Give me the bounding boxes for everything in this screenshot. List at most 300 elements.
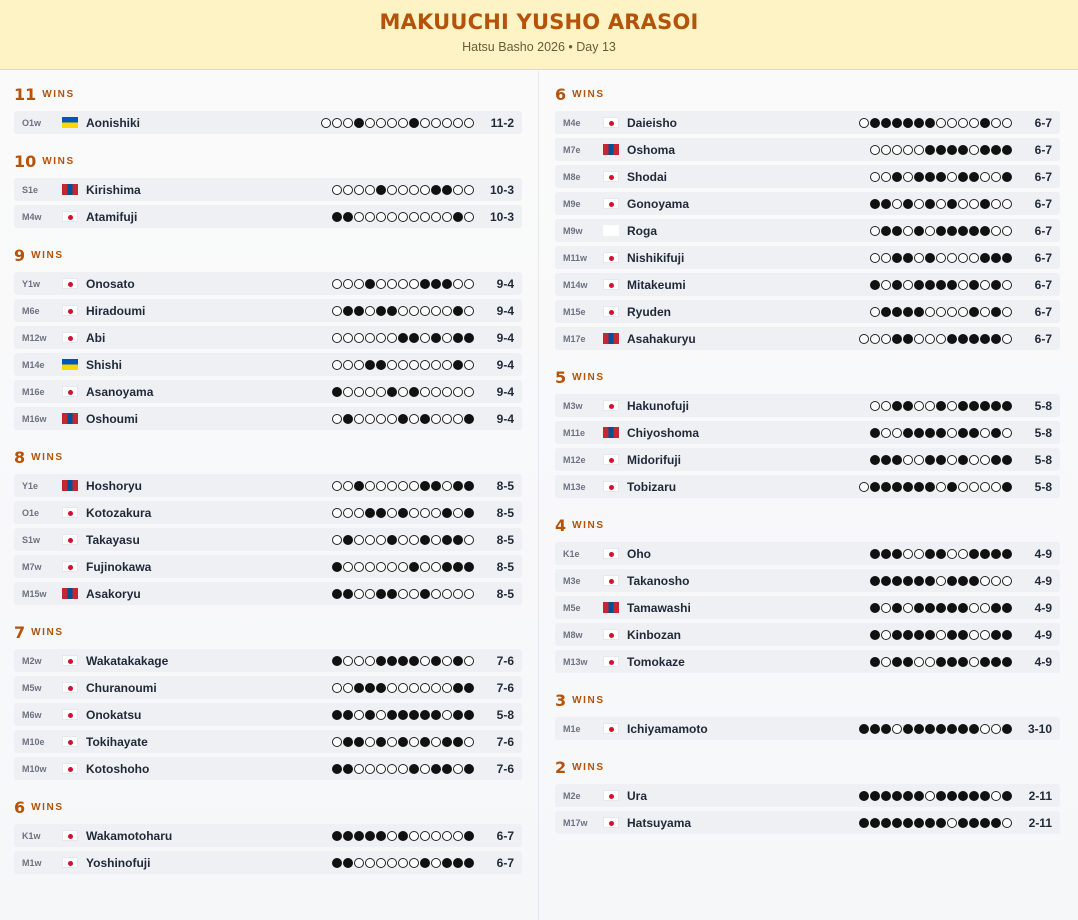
wins-group-title [555,754,1060,780]
loss-dot-icon [453,508,463,518]
record-label: 6-7 [496,855,514,870]
rikishi-name[interactable]: Ryuden [627,304,672,319]
record-label: 10-3 [489,182,514,197]
rikishi-row[interactable] [14,474,522,497]
wins-group-title [555,364,1060,390]
win-dot-icon [903,401,913,411]
rikishi-row[interactable] [555,394,1060,417]
rikishi-row[interactable] [14,111,522,134]
rikishi-row[interactable] [14,178,522,201]
rikishi-name[interactable]: Ura [627,788,648,803]
loss-dot-icon [376,212,386,222]
win-dot-icon [991,603,1001,613]
loss-dot-icon [409,212,419,222]
loss-dot-icon [376,710,386,720]
rikishi-name[interactable]: Kotoshoho [86,761,150,776]
win-dot-icon [870,724,880,734]
win-dot-icon [925,118,935,128]
rikishi-row[interactable] [555,596,1060,619]
win-dot-icon [914,603,924,613]
record-label: 6-7 [1034,169,1052,184]
win-dot-icon [991,549,1001,559]
win-dot-icon [453,535,463,545]
win-dot-icon [881,791,891,801]
rank-label: Y1e [22,480,39,491]
win-dot-icon [354,481,364,491]
win-dot-icon [442,535,452,545]
rank-label: M4w [22,211,42,222]
wins-group-title [14,444,522,470]
rank-label: K1w [22,830,41,841]
win-dot-icon [914,630,924,640]
rikishi-name[interactable]: Hatsuyama [627,815,692,830]
rikishi-name[interactable]: Atamifuji [86,209,138,224]
rikishi-name[interactable]: Oho [627,546,651,561]
win-dot-icon [376,683,386,693]
win-dot-icon [387,535,397,545]
rikishi-name[interactable]: Roga [627,223,657,238]
record-label: 6-7 [1034,115,1052,130]
rikishi-row[interactable] [555,111,1060,134]
win-dot-icon [1002,791,1012,801]
rikishi-row[interactable] [14,205,522,228]
win-dot-icon [859,818,869,828]
japan-flag-icon [62,655,78,666]
bout-results [870,280,1012,290]
bout-results [332,562,474,572]
japan-flag-icon [62,332,78,343]
loss-dot-icon [332,414,342,424]
win-dot-icon [969,401,979,411]
rikishi-name[interactable]: Tobizaru [627,479,677,494]
record-label: 9-4 [496,276,514,291]
loss-dot-icon [969,253,979,263]
rikishi-row[interactable] [555,219,1060,242]
loss-dot-icon [376,535,386,545]
loss-dot-icon [442,333,452,343]
rikishi-row[interactable] [14,380,522,403]
rikishi-name[interactable]: Onokatsu [86,707,142,722]
rikishi-name[interactable]: Ichiyamamoto [627,721,708,736]
rank-label: S1e [22,184,39,195]
rikishi-row[interactable] [14,299,522,322]
win-dot-icon [958,657,968,667]
rikishi-row[interactable] [14,272,522,295]
loss-dot-icon [464,656,474,666]
loss-dot-icon [936,576,946,586]
win-dot-icon [376,360,386,370]
loss-dot-icon [980,576,990,586]
rikishi-row[interactable] [14,851,522,874]
win-dot-icon [365,279,375,289]
win-dot-icon [442,185,452,195]
rikishi-name[interactable]: Fujinokawa [86,559,152,574]
loss-dot-icon [914,657,924,667]
record-label: 6-7 [1034,223,1052,238]
rikishi-row[interactable] [555,138,1060,161]
win-dot-icon [398,831,408,841]
rikishi-row[interactable] [555,165,1060,188]
loss-dot-icon [332,535,342,545]
loss-dot-icon [409,508,419,518]
wins-label: WINS [31,801,64,813]
loss-dot-icon [958,482,968,492]
win-dot-icon [431,481,441,491]
win-dot-icon [398,737,408,747]
loss-dot-icon [354,279,364,289]
rank-label: M8w [563,629,583,640]
loss-dot-icon [354,562,364,572]
record-label: 6-7 [1034,331,1052,346]
rank-label: M5w [22,682,42,693]
win-dot-icon [892,226,902,236]
win-dot-icon [914,226,924,236]
loss-dot-icon [969,118,979,128]
mongolia-flag-icon [603,333,619,344]
record-label: 8-5 [496,532,514,547]
win-dot-icon [464,481,474,491]
loss-dot-icon [914,199,924,209]
loss-dot-icon [420,333,430,343]
loss-dot-icon [343,279,353,289]
win-dot-icon [991,657,1001,667]
bout-results [859,482,1012,492]
rikishi-name[interactable]: Tamawashi [627,600,691,615]
loss-dot-icon [914,401,924,411]
rikishi-name[interactable]: Shishi [86,357,123,372]
win-dot-icon [431,656,441,666]
win-dot-icon [936,724,946,734]
rikishi-row[interactable] [14,407,522,430]
win-dot-icon [903,657,913,667]
loss-dot-icon [947,549,957,559]
loss-dot-icon [464,185,474,195]
loss-dot-icon [442,387,452,397]
rikishi-row[interactable] [555,623,1060,646]
win-dot-icon [947,791,957,801]
rank-label: O1e [22,507,40,518]
rank-label: S1w [22,534,41,545]
record-label: 2-11 [1028,815,1052,830]
loss-dot-icon [442,589,452,599]
rikishi-row[interactable] [555,246,1060,269]
rikishi-name[interactable]: Yoshinofuji [86,855,151,870]
rikishi-row[interactable] [14,757,522,780]
rikishi-name[interactable]: Hoshoryu [86,478,143,493]
rikishi-row[interactable] [555,542,1060,565]
win-dot-icon [343,831,353,841]
loss-dot-icon [464,360,474,370]
win-dot-icon [925,603,935,613]
rikishi-row[interactable] [14,528,522,551]
rikishi-row[interactable] [14,501,522,524]
loss-dot-icon [958,549,968,559]
win-dot-icon [870,455,880,465]
japan-flag-icon [62,211,78,222]
loss-dot-icon [431,683,441,693]
win-dot-icon [980,226,990,236]
win-dot-icon [1002,724,1012,734]
rikishi-name[interactable]: Kotozakura [86,505,152,520]
loss-dot-icon [420,387,430,397]
loss-dot-icon [398,535,408,545]
japan-flag-icon [603,279,619,290]
rikishi-name[interactable]: Kinbozan [627,627,681,642]
bout-results [870,307,1012,317]
win-dot-icon [936,401,946,411]
win-dot-icon [343,858,353,868]
loss-dot-icon [343,562,353,572]
rikishi-row[interactable] [14,703,522,726]
loss-dot-icon [420,764,430,774]
rikishi-row[interactable] [555,192,1060,215]
rikishi-name[interactable]: Tomokaze [627,654,685,669]
loss-dot-icon [859,482,869,492]
rikishi-name[interactable]: Kirishima [86,182,141,197]
rikishi-row[interactable] [14,326,522,349]
japan-flag-icon [62,763,78,774]
rikishi-row[interactable] [14,353,522,376]
win-dot-icon [892,549,902,559]
win-dot-icon [442,737,452,747]
wins-label: WINS [31,626,64,638]
loss-dot-icon [343,360,353,370]
rank-label: M3w [563,400,583,411]
rikishi-row[interactable] [555,569,1060,592]
loss-dot-icon [914,334,924,344]
loss-dot-icon [947,455,957,465]
loss-dot-icon [387,414,397,424]
rank-label: M15w [22,588,47,599]
loss-dot-icon [365,562,375,572]
rikishi-name[interactable]: Oshoma [627,142,676,157]
win-dot-icon [464,831,474,841]
rikishi-row[interactable] [555,811,1060,834]
rikishi-row[interactable] [14,730,522,753]
rikishi-name[interactable]: Hiradoumi [86,303,146,318]
rikishi-name[interactable]: Midorifuji [627,452,681,467]
rikishi-name[interactable]: Oshoumi [86,411,139,426]
win-dot-icon [958,791,968,801]
wins-group [555,512,1060,673]
loss-dot-icon [1002,226,1012,236]
win-dot-icon [980,549,990,559]
win-dot-icon [1002,401,1012,411]
loss-dot-icon [387,764,397,774]
loss-dot-icon [958,253,968,263]
loss-dot-icon [947,401,957,411]
win-dot-icon [387,710,397,720]
wins-group [555,81,1060,350]
rikishi-row[interactable] [555,448,1060,471]
rikishi-name[interactable]: Shodai [627,169,668,184]
win-dot-icon [969,334,979,344]
bout-results [870,199,1012,209]
record-label: 9-4 [496,330,514,345]
rikishi-name[interactable]: Hakunofuji [627,398,689,413]
rikishi-name[interactable]: Mitakeumi [627,277,686,292]
rikishi-name[interactable]: Gonoyama [627,196,690,211]
win-dot-icon [431,764,441,774]
rikishi-row[interactable] [555,273,1060,296]
loss-dot-icon [980,280,990,290]
loss-dot-icon [398,764,408,774]
rikishi-row[interactable] [555,327,1060,350]
win-dot-icon [365,360,375,370]
loss-dot-icon [464,589,474,599]
win-dot-icon [969,307,979,317]
win-dot-icon [936,145,946,155]
win-dot-icon [947,724,957,734]
loss-dot-icon [431,306,441,316]
rikishi-name[interactable]: Chiyoshoma [627,425,700,440]
loss-dot-icon [936,630,946,640]
win-dot-icon [354,831,364,841]
rikishi-name[interactable]: Onosato [86,276,135,291]
loss-dot-icon [464,306,474,316]
bout-results [332,656,474,666]
loss-dot-icon [881,428,891,438]
bout-results [870,145,1012,155]
win-dot-icon [980,818,990,828]
loss-dot-icon [376,118,386,128]
loss-dot-icon [398,562,408,572]
wins-count: 6 [555,84,567,104]
win-dot-icon [409,333,419,343]
loss-dot-icon [354,360,364,370]
loss-dot-icon [398,858,408,868]
loss-dot-icon [409,683,419,693]
rikishi-row[interactable] [555,300,1060,323]
rank-label: M14w [563,279,588,290]
rikishi-row[interactable] [14,676,522,699]
win-dot-icon [947,630,957,640]
loss-dot-icon [881,172,891,182]
loss-dot-icon [365,212,375,222]
win-dot-icon [376,185,386,195]
rikishi-name[interactable]: Asakoryu [86,586,141,601]
rikishi-name[interactable]: Churanoumi [86,680,157,695]
loss-dot-icon [332,508,342,518]
win-dot-icon [409,764,419,774]
rikishi-name[interactable]: Takanosho [627,573,690,588]
record-label: 3-10 [1027,721,1052,736]
loss-dot-icon [431,212,441,222]
rikishi-name[interactable]: Tokihayate [86,734,148,749]
rikishi-row[interactable] [14,582,522,605]
japan-flag-icon [603,198,619,209]
win-dot-icon [980,657,990,667]
rikishi-row[interactable] [14,824,522,847]
japan-flag-icon [603,171,619,182]
loss-dot-icon [431,535,441,545]
bout-results [332,481,474,491]
rikishi-name[interactable]: Takayasu [86,532,140,547]
loss-dot-icon [365,535,375,545]
rikishi-row[interactable] [555,717,1060,740]
loss-dot-icon [947,307,957,317]
rikishi-name[interactable]: Abi [86,330,106,345]
win-dot-icon [420,737,430,747]
win-dot-icon [1002,172,1012,182]
loss-dot-icon [409,185,419,195]
win-dot-icon [354,737,364,747]
win-dot-icon [343,306,353,316]
wins-count: 4 [555,515,567,535]
win-dot-icon [881,226,891,236]
win-dot-icon [881,307,891,317]
win-dot-icon [453,360,463,370]
loss-dot-icon [376,858,386,868]
rikishi-row[interactable] [14,555,522,578]
loss-dot-icon [409,360,419,370]
record-label: 9-4 [496,303,514,318]
win-dot-icon [925,576,935,586]
loss-dot-icon [321,118,331,128]
rikishi-name[interactable]: Asahakuryu [627,331,696,346]
rikishi-row[interactable] [555,475,1060,498]
rikishi-name[interactable]: Wakamotoharu [86,828,173,843]
rank-label: M12w [22,332,47,343]
win-dot-icon [343,589,353,599]
loss-dot-icon [925,401,935,411]
rank-label: M15e [563,306,586,317]
loss-dot-icon [420,508,430,518]
rank-label: M2w [22,655,42,666]
rikishi-row[interactable] [555,784,1060,807]
loss-dot-icon [980,482,990,492]
win-dot-icon [365,831,375,841]
rikishi-name[interactable]: Asanoyama [86,384,154,399]
loss-dot-icon [1002,307,1012,317]
loss-dot-icon [398,306,408,316]
rank-label: M10w [22,763,47,774]
loss-dot-icon [409,306,419,316]
loss-dot-icon [398,589,408,599]
win-dot-icon [947,576,957,586]
japan-flag-icon [603,723,619,734]
rikishi-name[interactable]: Nishikifuji [627,250,685,265]
rikishi-row[interactable] [555,650,1060,673]
rikishi-row[interactable] [555,421,1060,444]
loss-dot-icon [387,562,397,572]
win-dot-icon [947,603,957,613]
record-label: 8-5 [496,478,514,493]
loss-dot-icon [420,831,430,841]
win-dot-icon [903,334,913,344]
loss-dot-icon [431,831,441,841]
win-dot-icon [881,549,891,559]
win-dot-icon [420,279,430,289]
win-dot-icon [376,737,386,747]
rikishi-name[interactable]: Daieisho [627,115,678,130]
win-dot-icon [958,576,968,586]
rikishi-row[interactable] [14,649,522,672]
rikishi-name[interactable]: Wakatakakage [86,653,169,668]
rank-label: M13e [563,481,586,492]
win-dot-icon [914,280,924,290]
loss-dot-icon [903,226,913,236]
win-dot-icon [870,657,880,667]
win-dot-icon [881,482,891,492]
win-dot-icon [892,576,902,586]
win-dot-icon [991,253,1001,263]
bout-results [332,831,474,841]
japan-flag-icon [62,386,78,397]
rikishi-name[interactable]: Aonishiki [86,115,141,130]
blank-flag-icon [603,225,619,236]
wins-group [555,687,1060,740]
